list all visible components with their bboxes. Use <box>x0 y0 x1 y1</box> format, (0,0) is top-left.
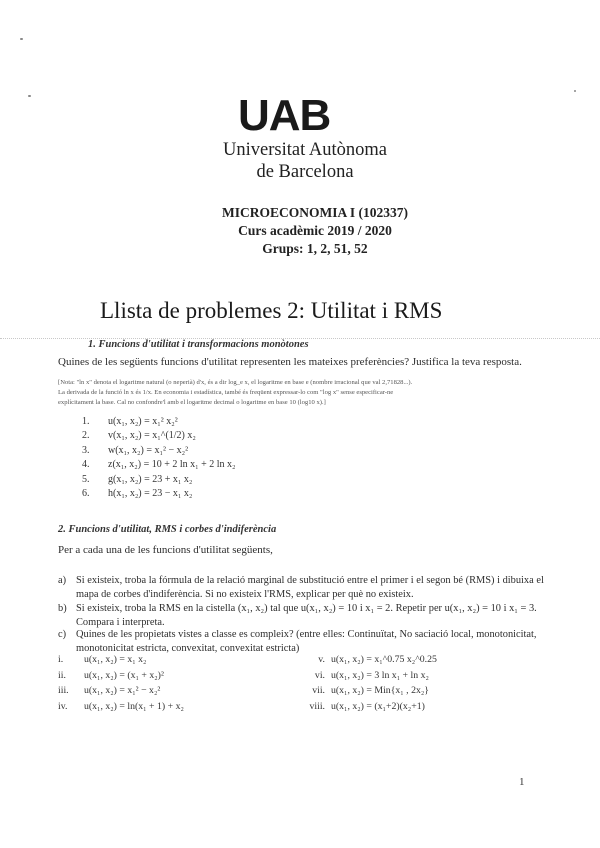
right-column <box>293 652 528 714</box>
list-item: 6. h(x₁, x₂) = 23 − x₁ x₂ <box>82 488 193 500</box>
part-c: c) Quines de les propietats vistes a classe es compleix? (entre elles: Continuïtat, No saciació local, monotonicitat, monotonicitat estricta, convexitat, convexitat estricta) <box>58 629 537 654</box>
utility-list-2 <box>58 652 528 714</box>
list-item: 5. g(x₁, x₂) = 23 + x₁ x₂ <box>82 473 193 485</box>
section1-heading: 1. Funcions d'utilitat i transformacions monòtones <box>88 339 309 350</box>
uab-logo <box>238 92 358 136</box>
utility-list-1 <box>82 415 236 501</box>
list-item: vi. u(x₁, x₂) = 3 ln x₁ + ln x₂ <box>314 669 429 681</box>
list-item: iii. u(x₁, x₂) = x₁² − x₂² <box>58 685 161 697</box>
part-b: b) Si existeix, troba la RMS en la cistella (x₁, x₂) tal que u(x₁, x₂) = 10 i x₁ = 2. Repetir per u(x₁, x₂) = 10 i x₁ = 3. Compara i interpreta. <box>58 603 537 628</box>
left-column <box>58 652 293 714</box>
list-item: 3. w(x₁, x₂) = x₁² − x₂² <box>82 444 189 456</box>
list-item: 4. z(x₁, x₂) = 10 + 2 ln x₁ + 2 ln x₂ <box>82 459 236 471</box>
list-item: viii. u(x₁, x₂) = (x₁+2)(x₂+1) <box>309 700 425 712</box>
course-groups: Grups: 1, 2, 51, 52 <box>262 241 368 256</box>
course-name: MICROECONOMIA I (102337) <box>222 205 408 220</box>
section1-question: Quines de les següents funcions d'utilitat representen les mateixes preferències? Justifica la teva resposta. <box>58 356 522 368</box>
page-number: 1 <box>519 776 525 788</box>
list-item: 2. v(x₁, x₂) = x₁^(1/2) x₂ <box>82 430 196 442</box>
university-line1: Universitat Autònoma <box>223 140 387 160</box>
log-note <box>58 378 553 408</box>
list-item: iv. u(x₁, x₂) = ln(x₁ + 1) + x₂ <box>58 700 184 712</box>
note-line1: [Nota: "ln x" denota el logaritme natural (o neperià) d'x, és a dir log_e x, el logaritme en base e (nombre irracional que val 2,71828...). <box>58 379 413 386</box>
note-line2: La derivada de la funció ln x és 1/x. En economia i estadística, també és freqüent expressar-lo com "log x" sense especificar-ne <box>58 389 394 396</box>
page-title: Llista de problemes 2: Utilitat i RMS <box>100 298 443 323</box>
course-info <box>170 204 460 258</box>
list-item: vii. u(x₁, x₂) = Min{x₁ , 2x₂} <box>312 685 429 697</box>
university-line2: de Barcelona <box>256 162 354 182</box>
part-a: a) Si existeix, troba la fórmula de la relació marginal de substitució entre el primer i el segon bé (RMS) i dibuixa el mapa de corbes d'indiferència. Si no existeix l'RMS, explicar per què no existeix. <box>58 575 544 600</box>
course-year: Curs acadèmic 2019 / 2020 <box>238 223 392 238</box>
list-item: v. u(x₁, x₂) = x₁^0.75 x₂^0.25 <box>318 654 437 665</box>
section2-heading: 2. Funcions d'utilitat, RMS i corbes d'indiferència <box>58 524 277 535</box>
list-item: 1. u(x₁, x₂) = x₁² x₂² <box>82 416 178 427</box>
svg-text:UAB: UAB <box>238 92 331 136</box>
section2-intro: Per a cada una de les funcions d'utilitat següents, <box>58 544 273 556</box>
note-line3: explícitament la base. Cal no confondre'l amb el logaritme decimal o logaritme en base 10 (log10 x).] <box>58 399 326 406</box>
list-item: i. u(x₁, x₂) = x₁ x₂ <box>58 654 147 665</box>
university-name <box>190 139 420 183</box>
list-item: ii. u(x₁, x₂) = (x₁ + x₂)² <box>58 669 164 681</box>
